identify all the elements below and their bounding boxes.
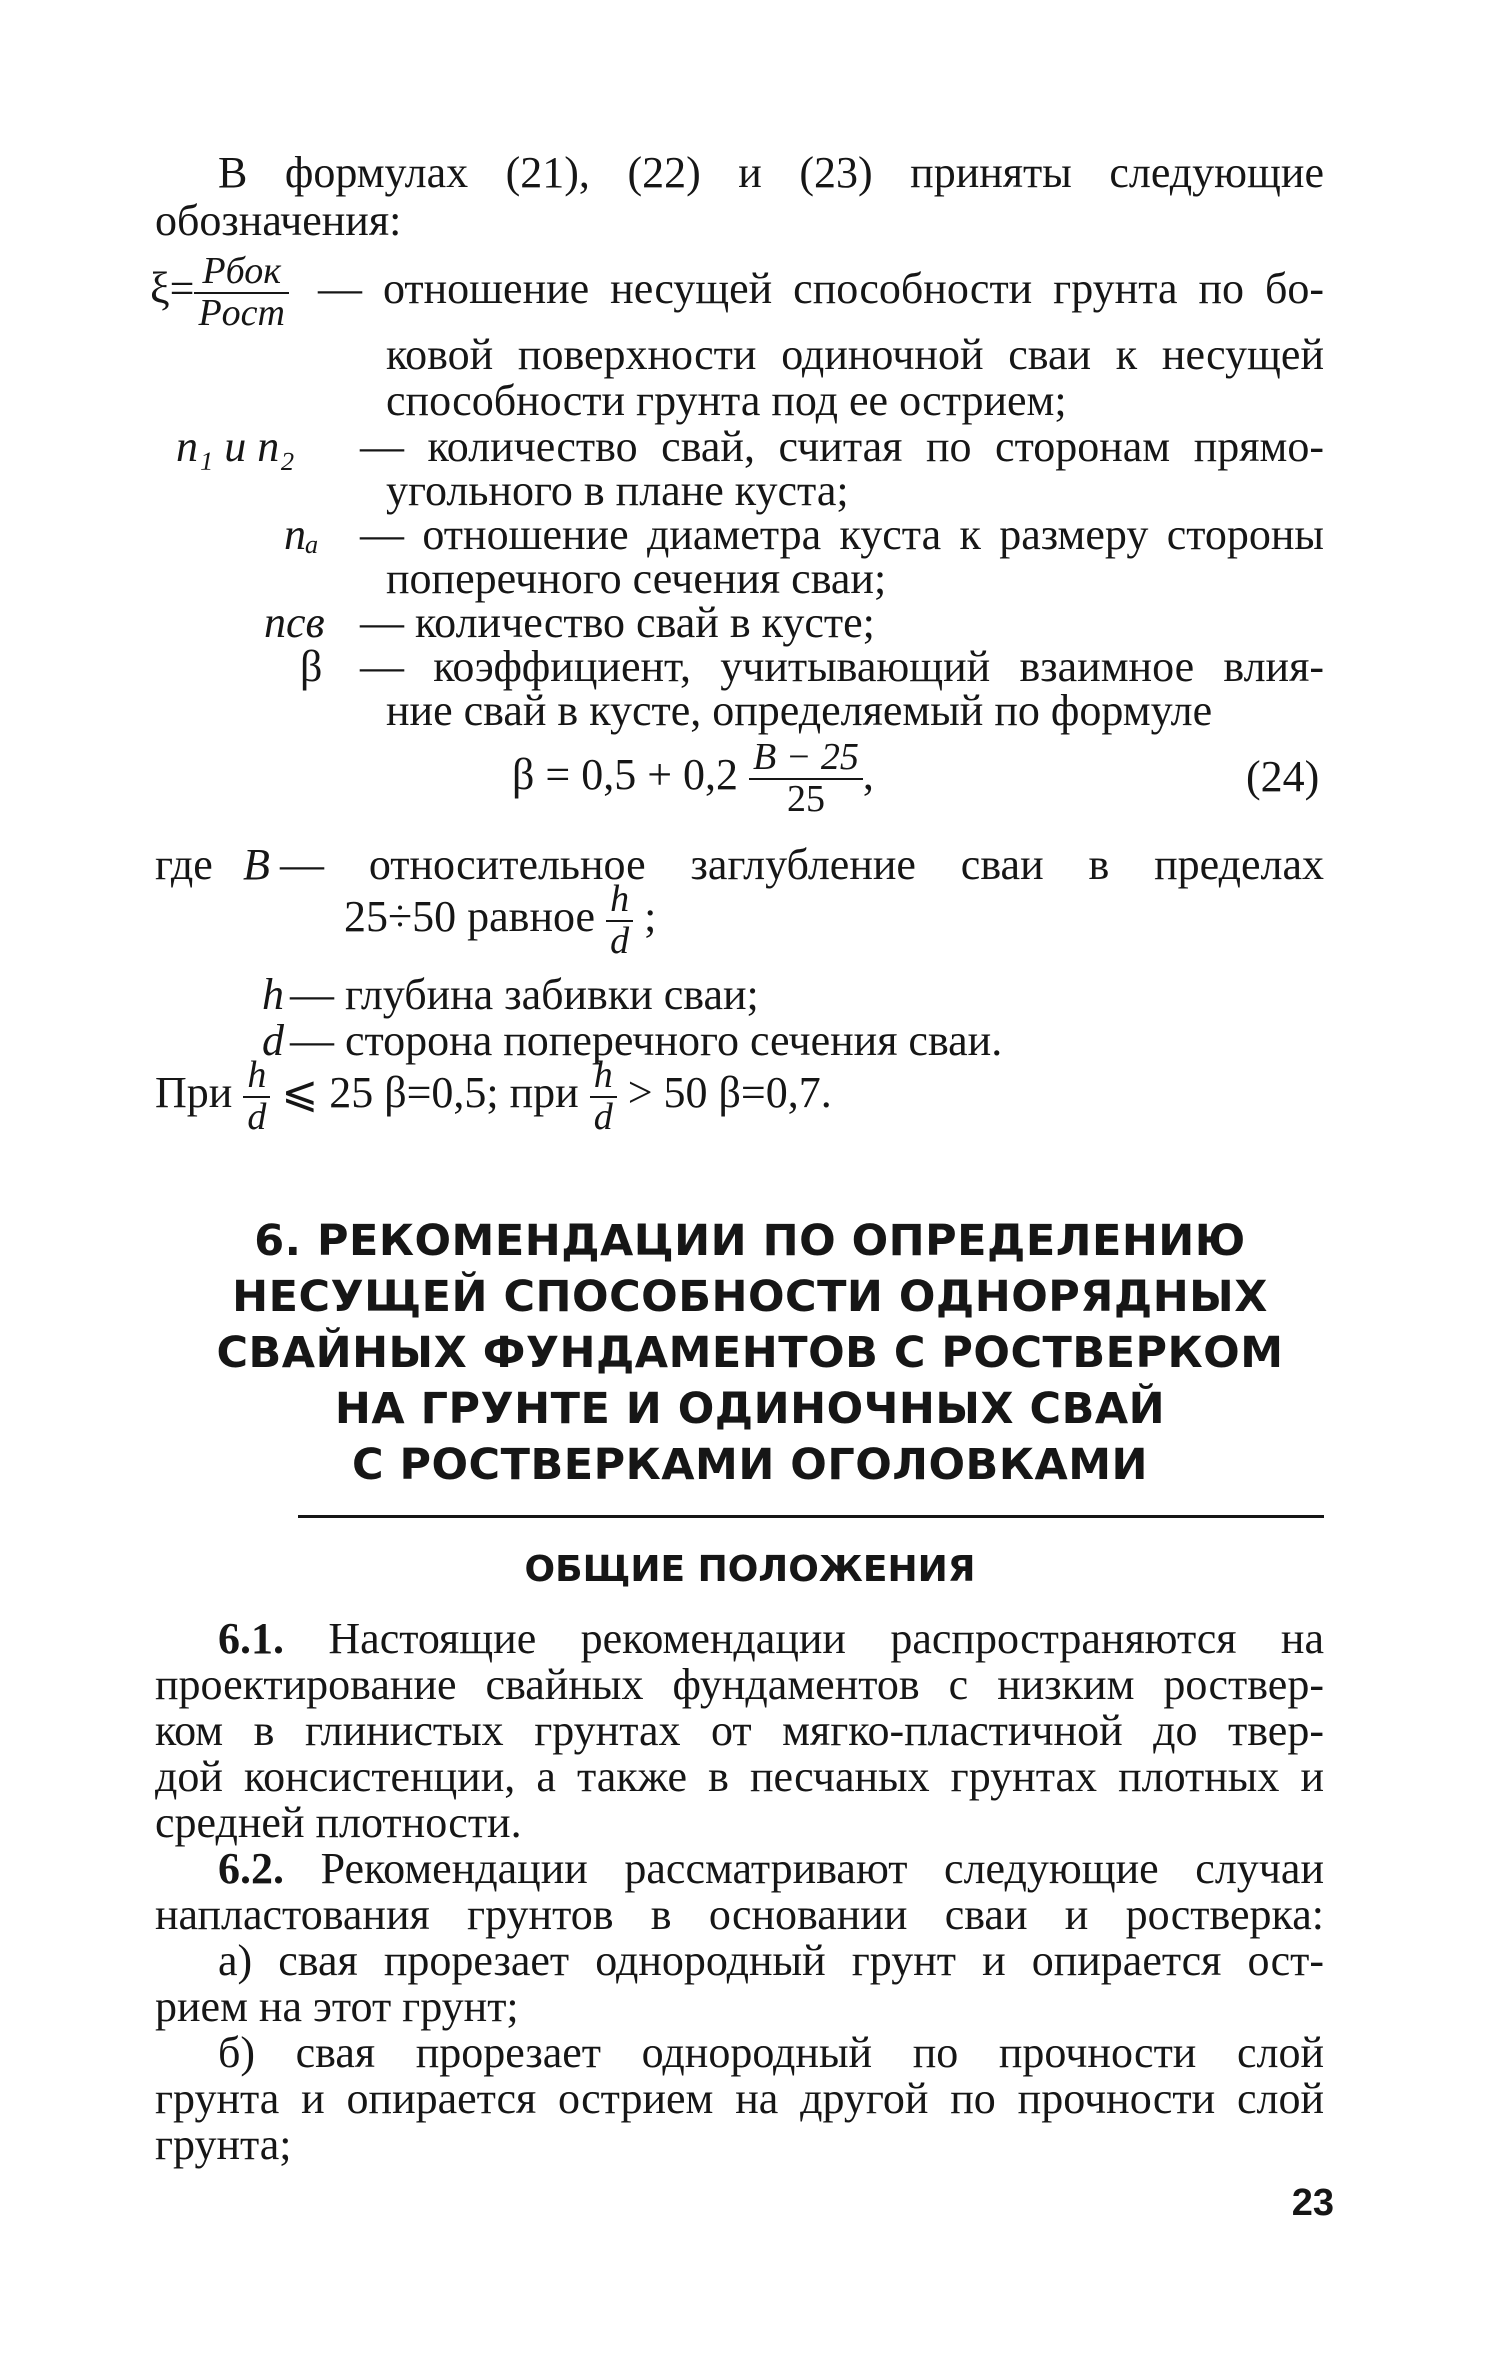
- xi-definition: [150, 252, 289, 334]
- p62-item-a-2: рием на этот грунт;: [155, 1982, 519, 2031]
- section-heading-line-1: 6. РЕКОМЕНДАЦИИ ПО ОПРЕДЕЛЕНИЮ: [254, 1216, 1246, 1266]
- condition-denominator-2: d: [590, 1096, 617, 1138]
- beta-text-2: ние свай в кусте, определяемый по формуле: [386, 686, 1213, 735]
- condition-fraction-2: [590, 1056, 617, 1138]
- page-number: 23: [1291, 2182, 1334, 2224]
- section-heading-line-3: СВАЙНЫХ ФУНДАМЕНТОВ С РОСТВЕРКОМ: [216, 1328, 1284, 1378]
- formula-24-comma: ,: [862, 749, 874, 799]
- B-numerator: h: [610, 878, 630, 920]
- p62-item-b-2: грунта и опирается острием на другой по прочности слой: [155, 2074, 1324, 2123]
- p61-line-1-text: Настоящие рекомендации распространяются на: [328, 1614, 1324, 1663]
- intro-line-2: обозначения:: [155, 196, 402, 245]
- beta-text-1: — коэффициент, учитывающий взаимное влия-: [360, 642, 1324, 691]
- p61-line-2: проектирование свайных фундаментов с низким роствер-: [155, 1660, 1324, 1709]
- p61-line-1: [218, 1614, 1324, 1664]
- h-symbol: h: [262, 970, 284, 1019]
- ncv-symbol: nсв: [264, 598, 325, 647]
- condition-denominator-1: d: [243, 1096, 270, 1138]
- p61-line-3: ком в глинистых грунтах от мягко-пластичной до твер-: [155, 1706, 1324, 1755]
- B-text-1: — относительное заглубление сваи в пределах: [280, 840, 1324, 889]
- xi-symbol: ξ=: [150, 263, 195, 313]
- p62-item-b-1: б) свая прорезает однородный по прочности слой: [218, 2028, 1324, 2077]
- d-text: — сторона поперечного сечения сваи.: [290, 1016, 1003, 1065]
- xi-numerator: Pбок: [202, 250, 281, 292]
- p61-line-5: средней плотности.: [155, 1798, 522, 1847]
- formula-24-fraction: [749, 738, 863, 820]
- na-symbol: nₐ: [284, 510, 319, 559]
- condition-pri: При: [155, 1067, 233, 1117]
- B-text-2: [344, 880, 656, 962]
- p62-item-b-3: грунта;: [155, 2120, 292, 2169]
- condition-numerator-2: h: [593, 1054, 613, 1096]
- condition-line: [155, 1056, 832, 1138]
- p62-item-a-1: а) свая прорезает однородный грунт и опирается ост-: [218, 1936, 1324, 1985]
- condition-mid: ⩽ 25 β=0,5; при: [281, 1067, 579, 1117]
- formula-24-lhs: β = 0,5 + 0,2: [512, 749, 739, 799]
- B-text-2b: ;: [644, 891, 657, 941]
- p62-number: 6.2.: [218, 1844, 284, 1893]
- section-divider: [298, 1515, 1324, 1518]
- beta-symbol: β: [300, 642, 323, 691]
- p62-line-2: напластования грунтов в основании сваи и ростверка:: [155, 1890, 1324, 1939]
- xi-text-3: способности грунта под ее острием;: [386, 376, 1067, 425]
- formula-24-number: (24): [1246, 752, 1320, 801]
- section-heading-line-4: НА ГРУНТЕ И ОДИНОЧНЫХ СВАЙ: [334, 1384, 1166, 1434]
- B-text-2a: 25÷50 равное: [344, 891, 596, 941]
- intro-line-1: В формулах (21), (22) и (23) приняты следующие: [218, 148, 1324, 197]
- condition-numerator-1: h: [247, 1054, 267, 1096]
- na-text-2: поперечного сечения сваи;: [386, 554, 887, 603]
- xi-text-1: — отношение несущей способности грунта по бо-: [318, 264, 1324, 313]
- n12-text-2: угольного в плане куста;: [386, 466, 849, 515]
- na-text-1: — отношение диаметра куста к размеру стороны: [360, 510, 1324, 559]
- condition-end: > 50 β=0,7.: [627, 1067, 832, 1117]
- section-heading-line-5: С РОСТВЕРКАМИ ОГОЛОВКАМИ: [351, 1440, 1149, 1490]
- xi-denominator: Pост: [194, 292, 289, 334]
- formula-24-numerator: B − 25: [753, 736, 859, 778]
- B-fraction: [606, 880, 633, 962]
- xi-fraction: [194, 252, 289, 334]
- section-heading-line-2: НЕСУЩЕЙ СПОСОБНОСТИ ОДНОРЯДНЫХ: [232, 1272, 1268, 1322]
- ncv-text-1: — количество свай в кусте;: [360, 598, 875, 647]
- xi-text-2: ковой поверхности одиночной сваи к несущей: [386, 330, 1324, 379]
- n12-symbol: n₁ и n₂: [176, 422, 295, 471]
- d-symbol: d: [262, 1016, 284, 1065]
- formula-24-denominator: 25: [749, 778, 863, 820]
- where-prefix: где: [155, 840, 213, 889]
- p61-line-4: дой консистенции, а также в песчаных грунтах плотных и: [155, 1752, 1324, 1801]
- h-text: — глубина забивки сваи;: [290, 970, 759, 1019]
- condition-fraction-1: [243, 1056, 270, 1138]
- B-symbol: B: [243, 840, 270, 889]
- B-denominator: d: [606, 920, 633, 962]
- n12-text-1: — количество свай, считая по сторонам прямо-: [360, 422, 1324, 471]
- p62-line-1-text: Рекомендации рассматривают следующие случаи: [320, 1844, 1324, 1893]
- formula-24: [512, 738, 874, 820]
- p62-line-1: [218, 1844, 1324, 1894]
- general-provisions-title: ОБЩИЕ ПОЛОЖЕНИЯ: [524, 1549, 976, 1590]
- p61-number: 6.1.: [218, 1614, 284, 1663]
